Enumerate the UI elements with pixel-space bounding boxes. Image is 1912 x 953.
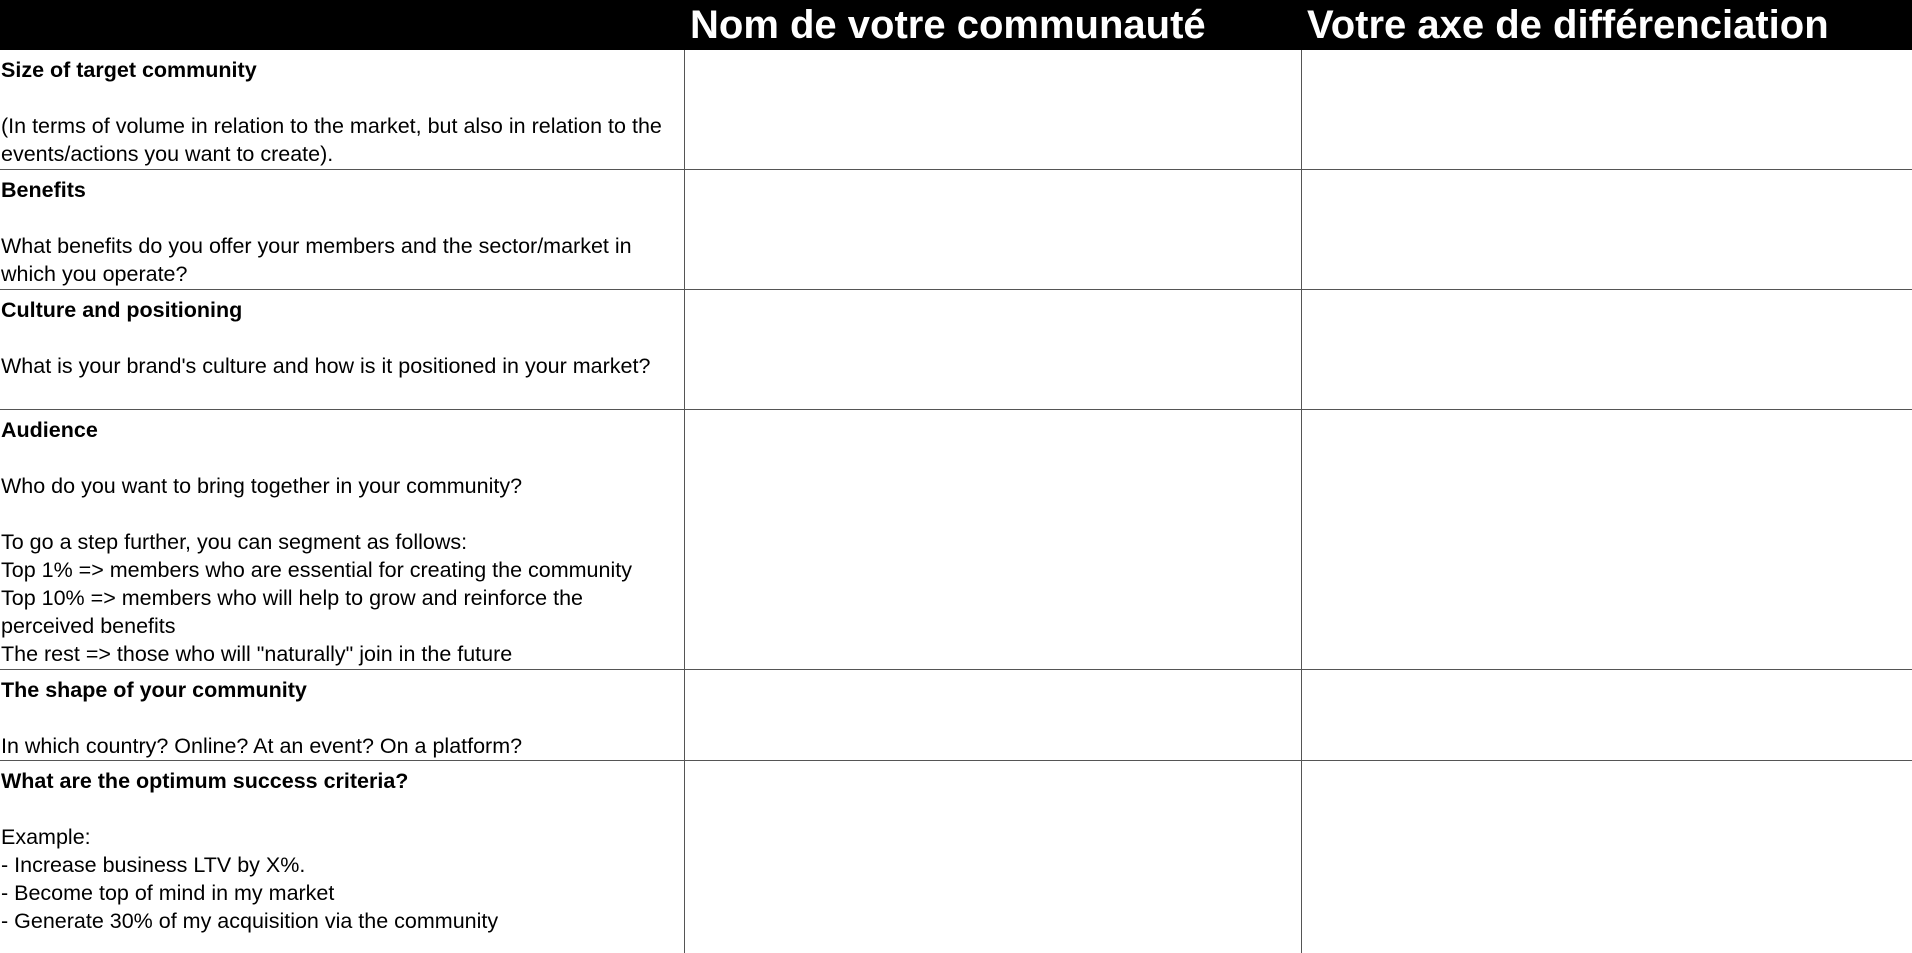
row-description: What benefits do you offer your members and the sector/market in which you operate?: [1, 204, 681, 288]
row-description: What is your brand's culture and how is it positioned in your market?: [1, 324, 681, 380]
row-description: Example: - Increase business LTV by X%. - Become top of mind in my market - Generate 30% of my acquisition via the community: [1, 795, 681, 935]
differentiation-cell[interactable]: [1301, 761, 1912, 953]
header-cell-criteria[interactable]: [0, 0, 684, 50]
differentiation-cell[interactable]: [1301, 670, 1912, 761]
differentiation-cell[interactable]: [1301, 410, 1912, 670]
differentiation-cell[interactable]: [1301, 170, 1912, 290]
row-title: Size of target community: [1, 56, 681, 84]
table-row: [0, 670, 1912, 761]
community-name-cell[interactable]: [684, 50, 1301, 170]
row-description: In which country? Online? At an event? On a platform?: [1, 704, 681, 760]
row-title: The shape of your community: [1, 676, 681, 704]
community-name-cell[interactable]: [684, 410, 1301, 670]
table-row: [0, 410, 1912, 670]
criteria-cell[interactable]: [0, 761, 684, 953]
table-row: [0, 290, 1912, 410]
criteria-cell[interactable]: [0, 50, 684, 170]
differentiation-cell[interactable]: [1301, 50, 1912, 170]
header-cell-community-name[interactable]: Nom de votre communauté: [684, 0, 1301, 50]
table-row: [0, 170, 1912, 290]
criteria-cell[interactable]: [0, 170, 684, 290]
row-title: Benefits: [1, 176, 681, 204]
criteria-cell[interactable]: [0, 410, 684, 670]
header-row: [0, 0, 1912, 50]
table-row: [0, 50, 1912, 170]
community-name-cell[interactable]: [684, 670, 1301, 761]
row-title: Audience: [1, 416, 681, 444]
row-title: What are the optimum success criteria?: [1, 767, 681, 795]
row-description: (In terms of volume in relation to the market, but also in relation to the events/actions you want to create).: [1, 84, 681, 168]
criteria-cell[interactable]: [0, 670, 684, 761]
row-description: Who do you want to bring together in your community? To go a step further, you can segment as follows: Top 1% => members who are essential for creating the community Top 10% => members who will help to grow and reinforce the perceived benefits The rest => those who will "naturally" join in the future: [1, 444, 681, 668]
row-title: Culture and positioning: [1, 296, 681, 324]
differentiation-cell[interactable]: [1301, 290, 1912, 410]
header-cell-differentiation[interactable]: Votre axe de différenciation: [1301, 0, 1912, 50]
criteria-cell[interactable]: [0, 290, 684, 410]
table-row: [0, 761, 1912, 953]
community-name-cell[interactable]: [684, 761, 1301, 953]
community-name-cell[interactable]: [684, 290, 1301, 410]
community-name-cell[interactable]: [684, 170, 1301, 290]
